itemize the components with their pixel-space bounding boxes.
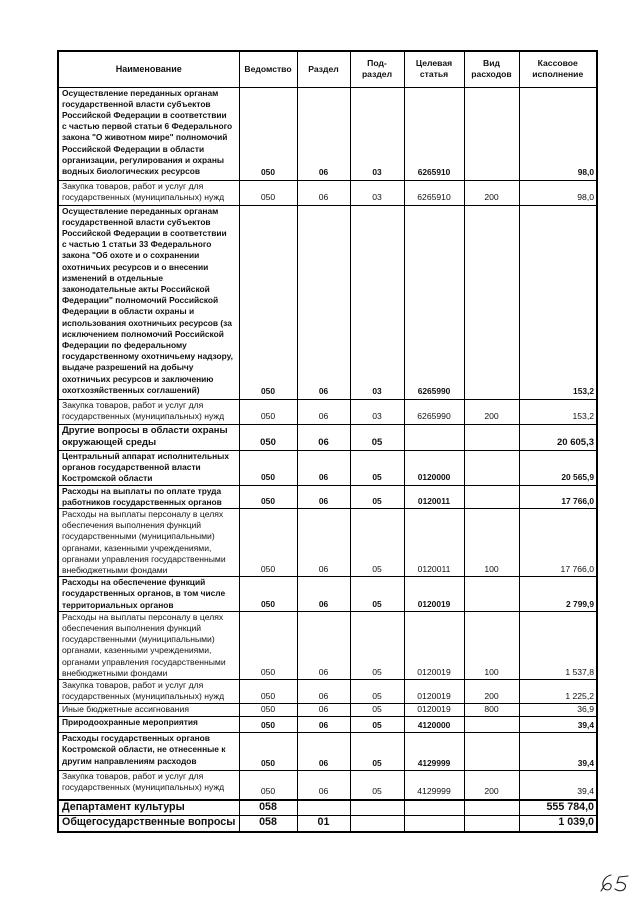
cash-execution-cell: 1 225,2	[519, 679, 597, 703]
table-row	[58, 399, 597, 424]
department-code-cell: 050	[239, 399, 297, 424]
subsection-cell: 05	[350, 717, 404, 733]
subsection-cell: 05	[350, 771, 404, 800]
section-cell: 06	[297, 771, 350, 800]
expense-type-cell	[464, 577, 519, 612]
target-article-cell: 6265910	[404, 180, 464, 205]
name-cell: Расходы на выплаты персоналу в целях обеспечения выполнения функций государственными (муниципальными) органами, казенными учреждениями, органами управления государственными внебюджетными фондами	[58, 611, 239, 679]
subsection-cell: 05	[350, 679, 404, 703]
cash-execution-cell: 2 799,9	[519, 577, 597, 612]
expense-type-cell	[464, 424, 519, 450]
name-cell: Природоохранные мероприятия	[58, 717, 239, 733]
target-article-cell: 4120000	[404, 717, 464, 733]
section-cell: 06	[297, 611, 350, 679]
section-cell: 06	[297, 399, 350, 424]
subsection-cell: 05	[350, 508, 404, 576]
cash-execution-cell: 20 565,9	[519, 450, 597, 485]
table-row	[58, 180, 597, 205]
expense-type-cell	[464, 450, 519, 485]
target-article-cell: 6265990	[404, 399, 464, 424]
target-article-cell: 0120000	[404, 450, 464, 485]
target-article-cell: 4129999	[404, 733, 464, 771]
cash-execution-cell: 555 784,0	[519, 800, 597, 816]
cash-execution-cell: 17 766,0	[519, 508, 597, 576]
name-cell: Закупка товаров, работ и услуг для государственных (муниципальных) нужд	[58, 771, 239, 800]
expense-type-cell: 200	[464, 679, 519, 703]
table-row	[58, 424, 597, 450]
department-code-cell: 050	[239, 205, 297, 399]
target-article-cell: 0120019	[404, 611, 464, 679]
department-code-cell: 050	[239, 577, 297, 612]
name-cell: Расходы на выплаты по оплате труда работников государственных органов	[58, 485, 239, 508]
name-cell: Общегосударственные вопросы	[58, 816, 239, 832]
section-cell: 06	[297, 180, 350, 205]
department-code-cell: 050	[239, 180, 297, 205]
table-row	[58, 703, 597, 716]
table-row	[58, 679, 597, 703]
cash-execution-cell: 39,4	[519, 717, 597, 733]
column-header-subsection: Под- раздел	[350, 51, 404, 87]
column-header-department: Ведомство	[239, 51, 297, 87]
table-row	[58, 508, 597, 576]
table-row	[58, 816, 597, 832]
table-row	[58, 733, 597, 771]
cash-execution-cell: 17 766,0	[519, 485, 597, 508]
section-cell: 06	[297, 679, 350, 703]
department-code-cell: 050	[239, 424, 297, 450]
cash-execution-cell: 39,4	[519, 771, 597, 800]
table-row	[58, 771, 597, 800]
table-row	[58, 800, 597, 816]
department-code-cell: 050	[239, 679, 297, 703]
table-row	[58, 485, 597, 508]
cash-execution-cell: 1 039,0	[519, 816, 597, 832]
department-code-cell: 058	[239, 816, 297, 832]
section-cell: 06	[297, 205, 350, 399]
section-cell: 06	[297, 87, 350, 180]
target-article-cell	[404, 816, 464, 832]
subsection-cell: 05	[350, 424, 404, 450]
subsection-cell	[350, 800, 404, 816]
cash-execution-cell: 153,2	[519, 399, 597, 424]
table-row	[58, 611, 597, 679]
section-cell: 01	[297, 816, 350, 832]
department-code-cell: 050	[239, 703, 297, 716]
target-article-cell: 6265990	[404, 205, 464, 399]
expense-type-cell: 800	[464, 703, 519, 716]
column-header-cash-execution: Кассовое исполнение	[519, 51, 597, 87]
handwritten-page-number	[600, 872, 632, 894]
target-article-cell	[404, 800, 464, 816]
expense-type-cell	[464, 485, 519, 508]
column-header-section: Раздел	[297, 51, 350, 87]
name-cell: Другие вопросы в области охраны окружающей среды	[58, 424, 239, 450]
cash-execution-cell: 20 605,3	[519, 424, 597, 450]
expense-type-cell: 200	[464, 180, 519, 205]
expense-type-cell	[464, 717, 519, 733]
name-cell: Закупка товаров, работ и услуг для государственных (муниципальных) нужд	[58, 180, 239, 205]
expense-type-cell	[464, 87, 519, 180]
department-code-cell: 050	[239, 611, 297, 679]
target-article-cell: 0120019	[404, 577, 464, 612]
department-code-cell: 050	[239, 485, 297, 508]
section-cell: 06	[297, 508, 350, 576]
cash-execution-cell: 153,2	[519, 205, 597, 399]
expense-type-cell	[464, 733, 519, 771]
table-row	[58, 450, 597, 485]
table-row	[58, 87, 597, 180]
department-code-cell: 050	[239, 87, 297, 180]
target-article-cell: 4129999	[404, 771, 464, 800]
name-cell: Департамент культуры	[58, 800, 239, 816]
cash-execution-cell: 39,4	[519, 733, 597, 771]
subsection-cell: 05	[350, 611, 404, 679]
expense-type-cell	[464, 816, 519, 832]
subsection-cell: 03	[350, 399, 404, 424]
subsection-cell: 05	[350, 703, 404, 716]
subsection-cell	[350, 816, 404, 832]
section-cell: 06	[297, 450, 350, 485]
expense-type-cell: 200	[464, 399, 519, 424]
target-article-cell: 0120011	[404, 508, 464, 576]
target-article-cell	[404, 424, 464, 450]
name-cell: Закупка товаров, работ и услуг для государственных (муниципальных) нужд	[58, 399, 239, 424]
subsection-cell: 03	[350, 205, 404, 399]
table-header-row	[58, 51, 597, 87]
section-cell: 06	[297, 703, 350, 716]
subsection-cell: 03	[350, 180, 404, 205]
name-cell: Иные бюджетные ассигнования	[58, 703, 239, 716]
expense-type-cell: 200	[464, 771, 519, 800]
expense-type-cell	[464, 205, 519, 399]
cash-execution-cell: 98,0	[519, 87, 597, 180]
expense-type-cell	[464, 800, 519, 816]
subsection-cell: 05	[350, 485, 404, 508]
subsection-cell: 05	[350, 733, 404, 771]
cash-execution-cell: 1 537,8	[519, 611, 597, 679]
expense-type-cell: 100	[464, 611, 519, 679]
section-cell: 06	[297, 485, 350, 508]
department-code-cell: 050	[239, 450, 297, 485]
name-cell: Осуществление переданных органам государственной власти субъектов Российской Федерации в соответствии с частью первой статьи 6 Федерального закона "О животном мире" полномочий Российской Федерации в области организации, регулирования и охраны водных биологических ресурсов	[58, 87, 239, 180]
name-cell: Закупка товаров, работ и услуг для государственных (муниципальных) нужд	[58, 679, 239, 703]
section-cell: 06	[297, 424, 350, 450]
name-cell: Центральный аппарат исполнительных органов государственной власти Костромской области	[58, 450, 239, 485]
section-cell: 06	[297, 577, 350, 612]
expense-type-cell: 100	[464, 508, 519, 576]
subsection-cell: 05	[350, 577, 404, 612]
table-row	[58, 717, 597, 733]
target-article-cell: 0120019	[404, 679, 464, 703]
target-article-cell: 6265910	[404, 87, 464, 180]
budget-table	[57, 50, 598, 833]
cash-execution-cell: 98,0	[519, 180, 597, 205]
department-code-cell: 058	[239, 800, 297, 816]
section-cell: 06	[297, 733, 350, 771]
target-article-cell: 0120019	[404, 703, 464, 716]
department-code-cell: 050	[239, 771, 297, 800]
department-code-cell: 050	[239, 508, 297, 576]
section-cell: 06	[297, 717, 350, 733]
target-article-cell: 0120011	[404, 485, 464, 508]
subsection-cell: 03	[350, 87, 404, 180]
column-header-expense-type: Вид расходов	[464, 51, 519, 87]
name-cell: Расходы на выплаты персоналу в целях обеспечения выполнения функций государственными (муниципальными) органами, казенными учреждениями, органами управления государственными внебюджетными фондами	[58, 508, 239, 576]
column-header-name: Наименование	[58, 51, 239, 87]
name-cell: Расходы на обеспечение функций государственных органов, в том числе территориальных органов	[58, 577, 239, 612]
cash-execution-cell: 36,9	[519, 703, 597, 716]
name-cell: Осуществление переданных органам государственной власти субъектов Российской Федерации в соответствии с частью 1 статьи 33 Федерального закона "Об охоте и о сохранении охотничьих ресурсов и о внесении изменений в отдельные законодательные акты Российской Федерации" полномочий Российской Федерации в области охраны и использования охотничьих ресурсов (за исключением полномочий Российской Федерации по федеральному государственному охотничьему надзору, выдаче разрешений на добычу охотничьих ресурсов и заключению охотхозяйственных соглашений)	[58, 205, 239, 399]
table-row	[58, 577, 597, 612]
section-cell	[297, 800, 350, 816]
column-header-target-article: Целевая статья	[404, 51, 464, 87]
table-row	[58, 205, 597, 399]
name-cell: Расходы государственных органов Костромской области, не отнесенные к другим направлениям расходов	[58, 733, 239, 771]
department-code-cell: 050	[239, 717, 297, 733]
department-code-cell: 050	[239, 733, 297, 771]
subsection-cell: 05	[350, 450, 404, 485]
